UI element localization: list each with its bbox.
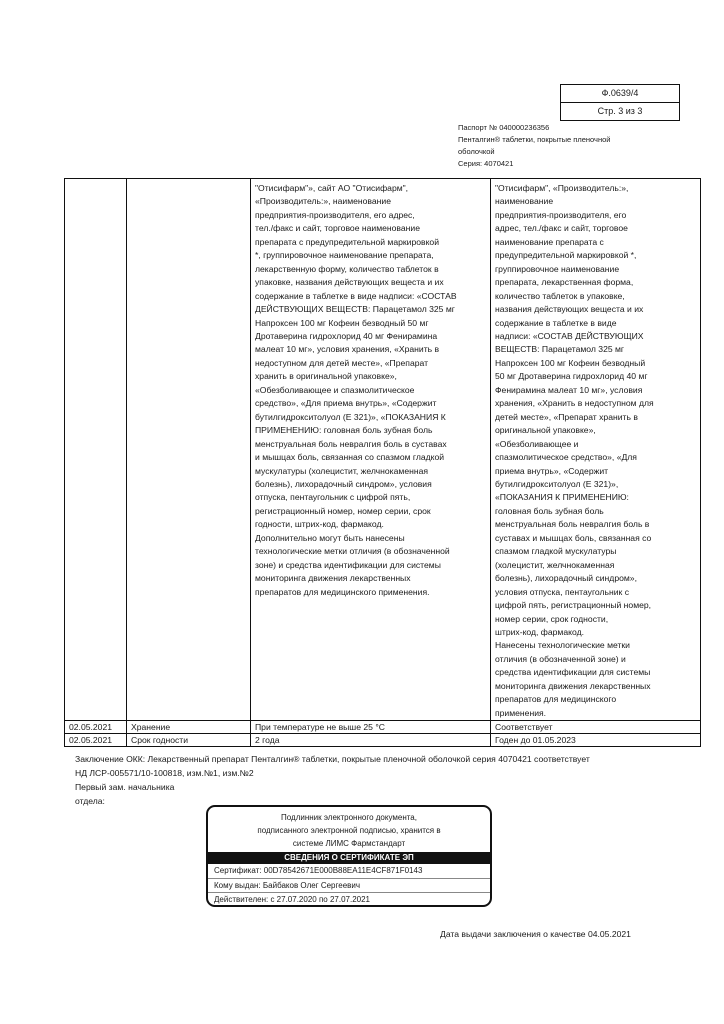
text-line: мониторинга движения лекарственных (255, 573, 411, 584)
text-line: препаратов для медицинского (495, 694, 617, 705)
text-line: спазмолитическое средство», «Для (495, 452, 637, 463)
parameter-cell: Хранение (127, 721, 251, 734)
text-line: наименование (495, 196, 554, 207)
text-line: зоне) и средства идентификации для системы (255, 559, 441, 570)
text-line: ДЕЙСТВУЮЩИХ ВЕЩЕСТВ: Парацетамол 325 мг (255, 304, 455, 315)
text-line: группировочное наименование (495, 263, 620, 274)
signer-title-cont: отдела: (75, 796, 105, 806)
text-line: Напроксен 100 мг Кофеин безводный (495, 357, 646, 368)
text-line: отличия (в обозначенной зоне) и (495, 653, 626, 664)
text-line: болезнь), лихорадочный синдром», (495, 573, 637, 584)
stamp-text: Подлинник электронного документа, (281, 813, 417, 822)
text-line: «Обезболивающее и (495, 438, 579, 449)
text-line: (холецистит, желчнокаменная (495, 559, 615, 570)
text-line: менструальная боль невралгия боль в суставах (255, 438, 447, 449)
text-line: «Производитель:», наименование (255, 196, 392, 207)
table-row (65, 734, 701, 747)
result-cell: Годен до 01.05.2023 (491, 734, 701, 747)
conclusion-text: Заключение ОКК: Лекарственный препарат Пенталгин® таблетки, покрытые пленочной оболочкой серия 4070421 соответствует (75, 754, 590, 764)
passport-number: Паспорт № 040000236356 (458, 123, 550, 132)
series-number: Серия: 4070421 (458, 159, 514, 168)
text-line: суставах и мышцах боль, связанная со (495, 532, 652, 543)
certificate-id: Сертификат: 00D78542671E000B88EA11E4CF871F0143 (208, 864, 490, 879)
text-line: «Обезболивающее и спазмолитическое (255, 384, 415, 395)
requirement-cell: 2 года (251, 734, 491, 747)
product-name: Пенталгин® таблетки, покрытые пленочной (458, 135, 611, 144)
parameter-cell: Срок годности (127, 734, 251, 747)
certificate-validity: Действителен: с 27.07.2020 по 27.07.2021 (208, 893, 490, 907)
text-line: и мышцах боль, связанная со спазмом гладкой (255, 452, 445, 463)
certificate-owner: Кому выдан: Байбаков Олег Сергеевич (208, 879, 490, 894)
text-line: лекарственную форму, количество таблеток в (255, 263, 439, 274)
text-line: мониторинга движения лекарственных (495, 680, 651, 691)
text-line: количество таблеток в упаковке, (495, 290, 625, 301)
passport-info (458, 122, 610, 170)
date-cell: 02.05.2021 (65, 734, 127, 747)
text-line: цифрой пять, регистрационный номер, (495, 600, 652, 611)
text-line: упаковке, названия действующих вещеста и их (255, 277, 444, 288)
text-line: адрес, тел./факс и сайт, торговое (495, 223, 628, 234)
text-line: номер серии, срок годности, (495, 613, 609, 624)
issue-date: Дата выдачи заключения о качестве 04.05.2021 (440, 929, 631, 939)
text-line: штрих-код, фармакод. (495, 626, 584, 637)
text-line: наименование препарата с (495, 236, 604, 247)
text-line: отпуска, пентаугольник с цифрой пять, (255, 492, 411, 503)
text-line: препаратов для медицинского применения. (255, 586, 430, 597)
text-line: менструальная боль невралгия боль в (495, 519, 650, 530)
text-line: препарата, лекарственная форма, (495, 277, 634, 288)
text-line: названия действующих вещеста и их (495, 304, 644, 315)
text-line: «ПОКАЗАНИЯ К ПРИМЕНЕНИЮ: (495, 492, 629, 503)
text-line: предприятия-производителя, его адрес, (255, 209, 415, 220)
text-line: оригинальной упаковке», (495, 425, 596, 436)
text-line: Фенирамина малеат 10 мг», условия (495, 384, 643, 395)
text-line: "Отисифарм"», сайт АО "Отисифарм", (255, 183, 409, 193)
text-line: спазмом гладкой мускулатуры (495, 546, 617, 557)
text-line: 50 мг Дротаверина гидрохлорид 40 мг (495, 371, 648, 382)
text-line: хранить в оригинальной упаковке», (255, 371, 397, 382)
text-line: ВЕЩЕСТВ: Парацетамол 325 мг (495, 344, 625, 355)
text-line: головная боль зубная боль (495, 505, 604, 516)
conclusion (75, 752, 590, 808)
form-code-box (560, 84, 680, 121)
text-line: предприятия-производителя, его (495, 209, 627, 220)
text-line: ПРИМЕНЕНИЮ: головная боль зубная боль (255, 425, 433, 436)
form-code: Ф.0639/4 (601, 88, 639, 98)
requirement-cell: При температуре не выше 25 °С (251, 721, 491, 734)
e-signature-stamp (206, 805, 492, 907)
date-cell: 02.05.2021 (65, 721, 127, 734)
text-line: технологические метки отличия (в обозначенной (255, 546, 450, 557)
text-line: препарата с предупредительной маркировкой (255, 236, 440, 247)
text-line: бутилгидрокситолуол (Е 321)», (495, 478, 619, 489)
table-row (65, 179, 701, 721)
text-line: содержание в таблетке в виде (495, 317, 617, 328)
text-line: приема внутрь», «Содержит (495, 465, 609, 476)
normative-doc: НД ЛСР-005571/10-100818, изм.№1, изм.№2 (75, 768, 254, 778)
text-line: годности, штрих-код, фармакод. (255, 519, 384, 530)
text-line: детей месте», «Препарат хранить в (495, 411, 638, 422)
stamp-text: системе ЛИМС Фармстандарт (292, 839, 406, 848)
text-line: Дополнительно могут быть нанесены (255, 532, 405, 543)
requirement-cell (251, 179, 491, 721)
text-line: Нанесены технологические метки (495, 640, 630, 651)
text-line: Напроксен 100 мг Кофеин безводный 50 мг (255, 317, 429, 328)
text-line: условия отпуска, пентаугольник с (495, 586, 629, 597)
page-number: Стр. 3 из 3 (561, 102, 679, 120)
text-line: надписи: «СОСТАВ ДЕЙСТВУЮЩИХ (495, 330, 644, 341)
text-line: малеат 10 мг», условия хранения, «Хранить в (255, 344, 440, 355)
signer-title: Первый зам. начальника (75, 782, 175, 792)
text-line: тел./факс и сайт, торговое наименование (255, 223, 420, 234)
stamp-text: подписанного электронной подписью, хранится в (257, 826, 441, 835)
text-line: предупредительной маркировкой *, (495, 250, 637, 261)
text-line: средство», «Для приема внутрь», «Содержит (255, 398, 437, 409)
stamp-header: СВЕДЕНИЯ О СЕРТИФИКАТЕ ЭП (208, 852, 490, 864)
text-line: средства идентификации для системы (495, 667, 651, 678)
text-line: *, группировочное наименование препарата, (255, 250, 434, 261)
text-line: содержание в таблетке в виде надписи: «СОСТАВ (255, 290, 457, 301)
product-name-cont: оболочкой (458, 147, 495, 156)
text-line: бутилгидрокситолуол (Е 321)», «ПОКАЗАНИЯ К (255, 411, 446, 422)
analysis-table (64, 178, 701, 747)
text-line: применения. (495, 707, 547, 718)
result-cell (491, 179, 701, 721)
text-line: регистрационный номер, номер серии, срок (255, 505, 431, 516)
text-line: "Отисифарм", «Производитель:», (495, 183, 629, 193)
text-line: Дротаверина гидрохлорид 40 мг Фенирамина (255, 330, 438, 341)
table-row (65, 721, 701, 734)
text-line: хранения, «Хранить в недоступном для (495, 398, 654, 409)
text-line: недоступном для детей месте», «Препарат (255, 357, 429, 368)
text-line: болезнь), лихорадочный синдром», условия (255, 478, 432, 489)
text-line: мускулатуры (холецистит, желчнокаменная (255, 465, 429, 476)
result-cell: Соответствует (491, 721, 701, 734)
